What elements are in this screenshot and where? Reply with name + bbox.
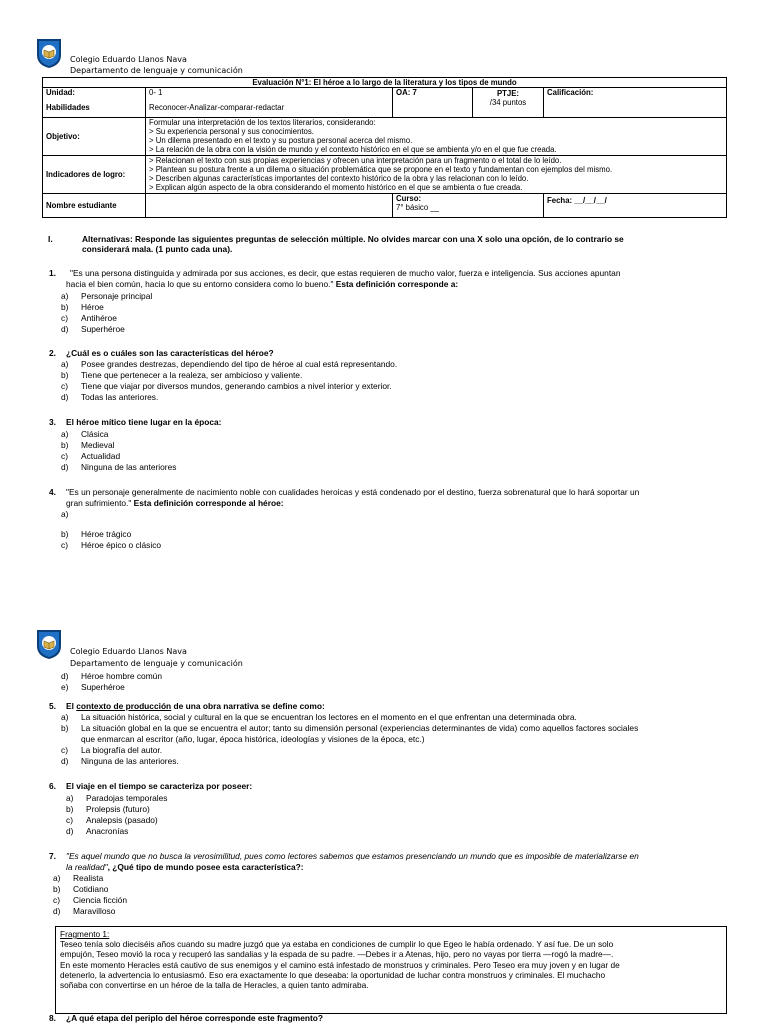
- option[interactable]: b) Héroe trágico: [61, 529, 132, 539]
- evaluation-info-table: [42, 77, 727, 218]
- question-7-prompt: , ¿Qué tipo de mundo posee esta característica?:: [107, 862, 304, 872]
- evaluation-title: Evaluación N°1: El héroe a lo largo de la literatura y los tipos de mundo: [43, 78, 727, 88]
- indicadores-label: Indicadores de logro:: [43, 156, 146, 194]
- option[interactable]: d) Ninguna de las anteriores: [61, 462, 177, 472]
- department-name: Departamento de lenguaje y comunicación: [70, 659, 243, 668]
- indicadores-content: [146, 156, 727, 194]
- option[interactable]: c) Actualidad: [61, 451, 121, 461]
- option[interactable]: b) Héroe: [61, 302, 104, 312]
- option[interactable]: b) Medieval: [61, 440, 115, 450]
- option[interactable]: d) Ninguna de las anteriores.: [61, 756, 179, 766]
- nombre-label: Nombre estudiante: [43, 194, 146, 218]
- ptje-value: /34 puntos: [489, 98, 527, 107]
- school-name: Colegio Eduardo Llanos Nava: [70, 55, 187, 64]
- unidad-label: Unidad:: [46, 88, 76, 97]
- question-8-number: 8.: [49, 1013, 56, 1023]
- school-crest-icon: [36, 37, 62, 69]
- option[interactable]: d) Maravilloso: [53, 906, 116, 916]
- option[interactable]: b) Prolepsis (futuro): [66, 804, 150, 814]
- question-4-number: 4.: [49, 487, 56, 497]
- option[interactable]: d) Héroe hombre común: [61, 671, 162, 681]
- fragment-line: empujón, Teseo movió la roca y recuperó las sandalias y la espada de su padre. —Debes ir a Atenas, hijo, pero no vayas por tierra —rogó la madre—.: [60, 949, 614, 960]
- question-4-quote-end: gran sufrimiento.": [66, 498, 132, 508]
- option[interactable]: a) Paradojas temporales: [66, 793, 168, 803]
- option[interactable]: c) Analepsis (pasado): [66, 815, 158, 825]
- question-4-line1: "Es un personaje generalmente de nacimiento noble con cualidades heroicas y está condenado por el destino, fuerza sobrenatural que lo hará soportar un: [66, 487, 640, 497]
- question-6-number: 6.: [49, 781, 56, 791]
- question-1-number: 1.: [49, 268, 56, 278]
- fragment-box: [55, 926, 727, 1014]
- indicador-line: > Explican algún aspecto de la obra considerando el momento histórico en el que se ambienta o fue creada.: [149, 183, 523, 192]
- option[interactable]: c) Tiene que viajar por diversos mundos, generando cambios a nivel interior y exterior.: [61, 381, 392, 391]
- question-5-underlined-term: contexto de producción: [76, 701, 172, 711]
- ptje-cell: [473, 88, 544, 118]
- option[interactable]: a): [61, 509, 69, 519]
- option[interactable]: a) La situación histórica, social y cultural en la que se encuentran los lectores en el momento en el que enfrentan una determinada obra.: [61, 712, 577, 722]
- nombre-field[interactable]: [146, 194, 393, 218]
- habilidades-label: Habilidades: [46, 103, 90, 112]
- question-7-quote-end: la realidad": [66, 862, 108, 872]
- curso-label: Curso:: [396, 194, 422, 203]
- objetivo-label: Objetivo:: [43, 118, 146, 156]
- question-7-number: 7.: [49, 851, 56, 861]
- fragment-line: Teseo tenía solo dieciséis años cuando su madre juzgó que ya estaba en condiciones de cumplir lo que Egeo le había ordenado. Y así fue. De un solo: [60, 939, 614, 950]
- option[interactable]: b) Cotidiano: [53, 884, 109, 894]
- option[interactable]: d) Anacronías: [66, 826, 129, 836]
- department-name: Departamento de lenguaje y comunicación: [70, 66, 243, 75]
- ptje-label: PTJE:: [496, 89, 520, 98]
- curso-value: 7° básico __: [396, 203, 439, 212]
- curso-cell: [393, 194, 544, 218]
- question-3-number: 3.: [49, 417, 56, 427]
- option[interactable]: b) Tiene que pertenecer a la realeza, ser ambicioso y valiente.: [61, 370, 303, 380]
- section-number: I.: [48, 234, 53, 244]
- option-continuation: que enmarcan al escritor (año, lugar, época histórica, ideologías y visiones de la época, etc.): [81, 734, 425, 744]
- option[interactable]: c) Antihéroe: [61, 313, 117, 323]
- question-4-line2: [66, 498, 284, 508]
- indicador-line: > Plantean su postura frente a un dilema o situación problemática que se propone en el texto y fundamentan con ejemplos del mismo.: [149, 165, 613, 174]
- unidad-habilidades-labels: [43, 88, 146, 118]
- question-4-prompt: Esta definición corresponde al héroe:: [131, 498, 284, 508]
- option[interactable]: c) Héroe épico o clásico: [61, 540, 162, 550]
- calificacion-label: Calificación:: [544, 88, 727, 118]
- fecha-label: Fecha: __/__/__/: [544, 194, 727, 218]
- option[interactable]: b) La situación global en la que se encuentra el autor; tanto su dimensión personal (experiencias determinantes de vida) como aquellos factores sociales: [61, 723, 639, 733]
- fragment-line: En este momento Heracles está cautivo de sus enemigos y el camino está infestado de monstruos y criminales. Pero Teseo era muy joven y en lugar de: [60, 959, 620, 970]
- question-6-text: El viaje en el tiempo se caracteriza por poseer:: [66, 781, 253, 791]
- question-1-quote-end: hacia el bien común, hacia lo que su entorno considera como lo bueno.": [66, 279, 334, 289]
- fragment-line: soñaba con convertirse en un héroe de la talla de Heracles, a quien tanto admiraba.: [60, 980, 369, 991]
- indicador-line: > Describen algunas características importantes del contexto histórico de la obra y las relacionan con lo leído.: [149, 174, 529, 183]
- fragment-title: Fragmento 1:: [60, 929, 110, 939]
- question-3-text: El héroe mítico tiene lugar en la época:: [66, 417, 222, 427]
- question-2-number: 2.: [49, 348, 56, 358]
- objetivo-line: Formular una interpretación de los textos literarios, considerando:: [149, 118, 376, 127]
- question-1-prompt: Esta definición corresponde a:: [333, 279, 459, 289]
- option[interactable]: a) Clásica: [61, 429, 109, 439]
- indicador-line: > Relacionan el texto con sus propias experiencias y ofrecen una interpretación para un fragmento o el total de lo leído.: [149, 156, 562, 165]
- option[interactable]: e) Superhéroe: [61, 682, 125, 692]
- option[interactable]: a) Realista: [53, 873, 104, 883]
- unidad-habilidades-values: [146, 88, 393, 118]
- habilidades-value: Reconocer-Analizar-comparar-redactar: [149, 103, 285, 112]
- option[interactable]: c) La biografía del autor.: [61, 745, 163, 755]
- question-5-number: 5.: [49, 701, 56, 711]
- question-8-text: ¿A qué etapa del periplo del héroe corresponde este fragmento?: [66, 1013, 324, 1023]
- fragment-line: detenerlo, la advertencia lo entusiasmó. Eso era exactamente lo que deseaba: la oportunidad de luchar contra monstruos y criminales. El muchacho: [60, 969, 606, 980]
- option[interactable]: c) Ciencia ficción: [53, 895, 127, 905]
- question-1-line2: [66, 279, 458, 289]
- oa-label: OA: 7: [393, 88, 473, 118]
- section-instructions-line2: considerará mala. (1 punto cada una).: [82, 244, 233, 254]
- objetivo-content: [146, 118, 727, 156]
- school-crest-icon: [36, 628, 62, 660]
- objetivo-line: > La relación de la obra con la visión de mundo y el contexto histórico en el que se ambienta y/o en el que fue creada.: [149, 145, 557, 154]
- objetivo-line: > Su experiencia personal y sus conocimientos.: [149, 127, 314, 136]
- unidad-value: 0- 1: [149, 88, 163, 97]
- question-7-line2: [66, 862, 304, 872]
- option[interactable]: a) Personaje principal: [61, 291, 153, 301]
- option[interactable]: d) Todas las anteriores.: [61, 392, 159, 402]
- question-7-line1: "Es aquel mundo que no busca la verosimilitud, pues como lectores sabemos que estamos presenciando un mundo que es imposible de materializarse en: [66, 851, 639, 861]
- section-instructions-line1: Alternativas: Responde las siguientes preguntas de selección múltiple. No olvides marcar con una X solo una opción, de lo contrario se: [82, 234, 624, 244]
- school-name: Colegio Eduardo Llanos Nava: [70, 647, 187, 656]
- objetivo-line: > Un dilema presentado en el texto y su postura personal acerca del mismo.: [149, 136, 413, 145]
- option[interactable]: a) Posee grandes destrezas, dependiendo del tipo de héroe al cual está representando.: [61, 359, 398, 369]
- question-2-text: ¿Cuál es o cuáles son las características del héroe?: [66, 348, 274, 358]
- question-5-text: El contexto de producción de una obra narrativa se define como:: [66, 701, 325, 711]
- question-1-line1: "Es una persona distinguida y admirada por sus acciones, es decir, que estas requieren de mucho valor, fuerza e inteligencia. Sus acciones apuntan: [70, 268, 621, 278]
- option[interactable]: d) Superhéroe: [61, 324, 125, 334]
